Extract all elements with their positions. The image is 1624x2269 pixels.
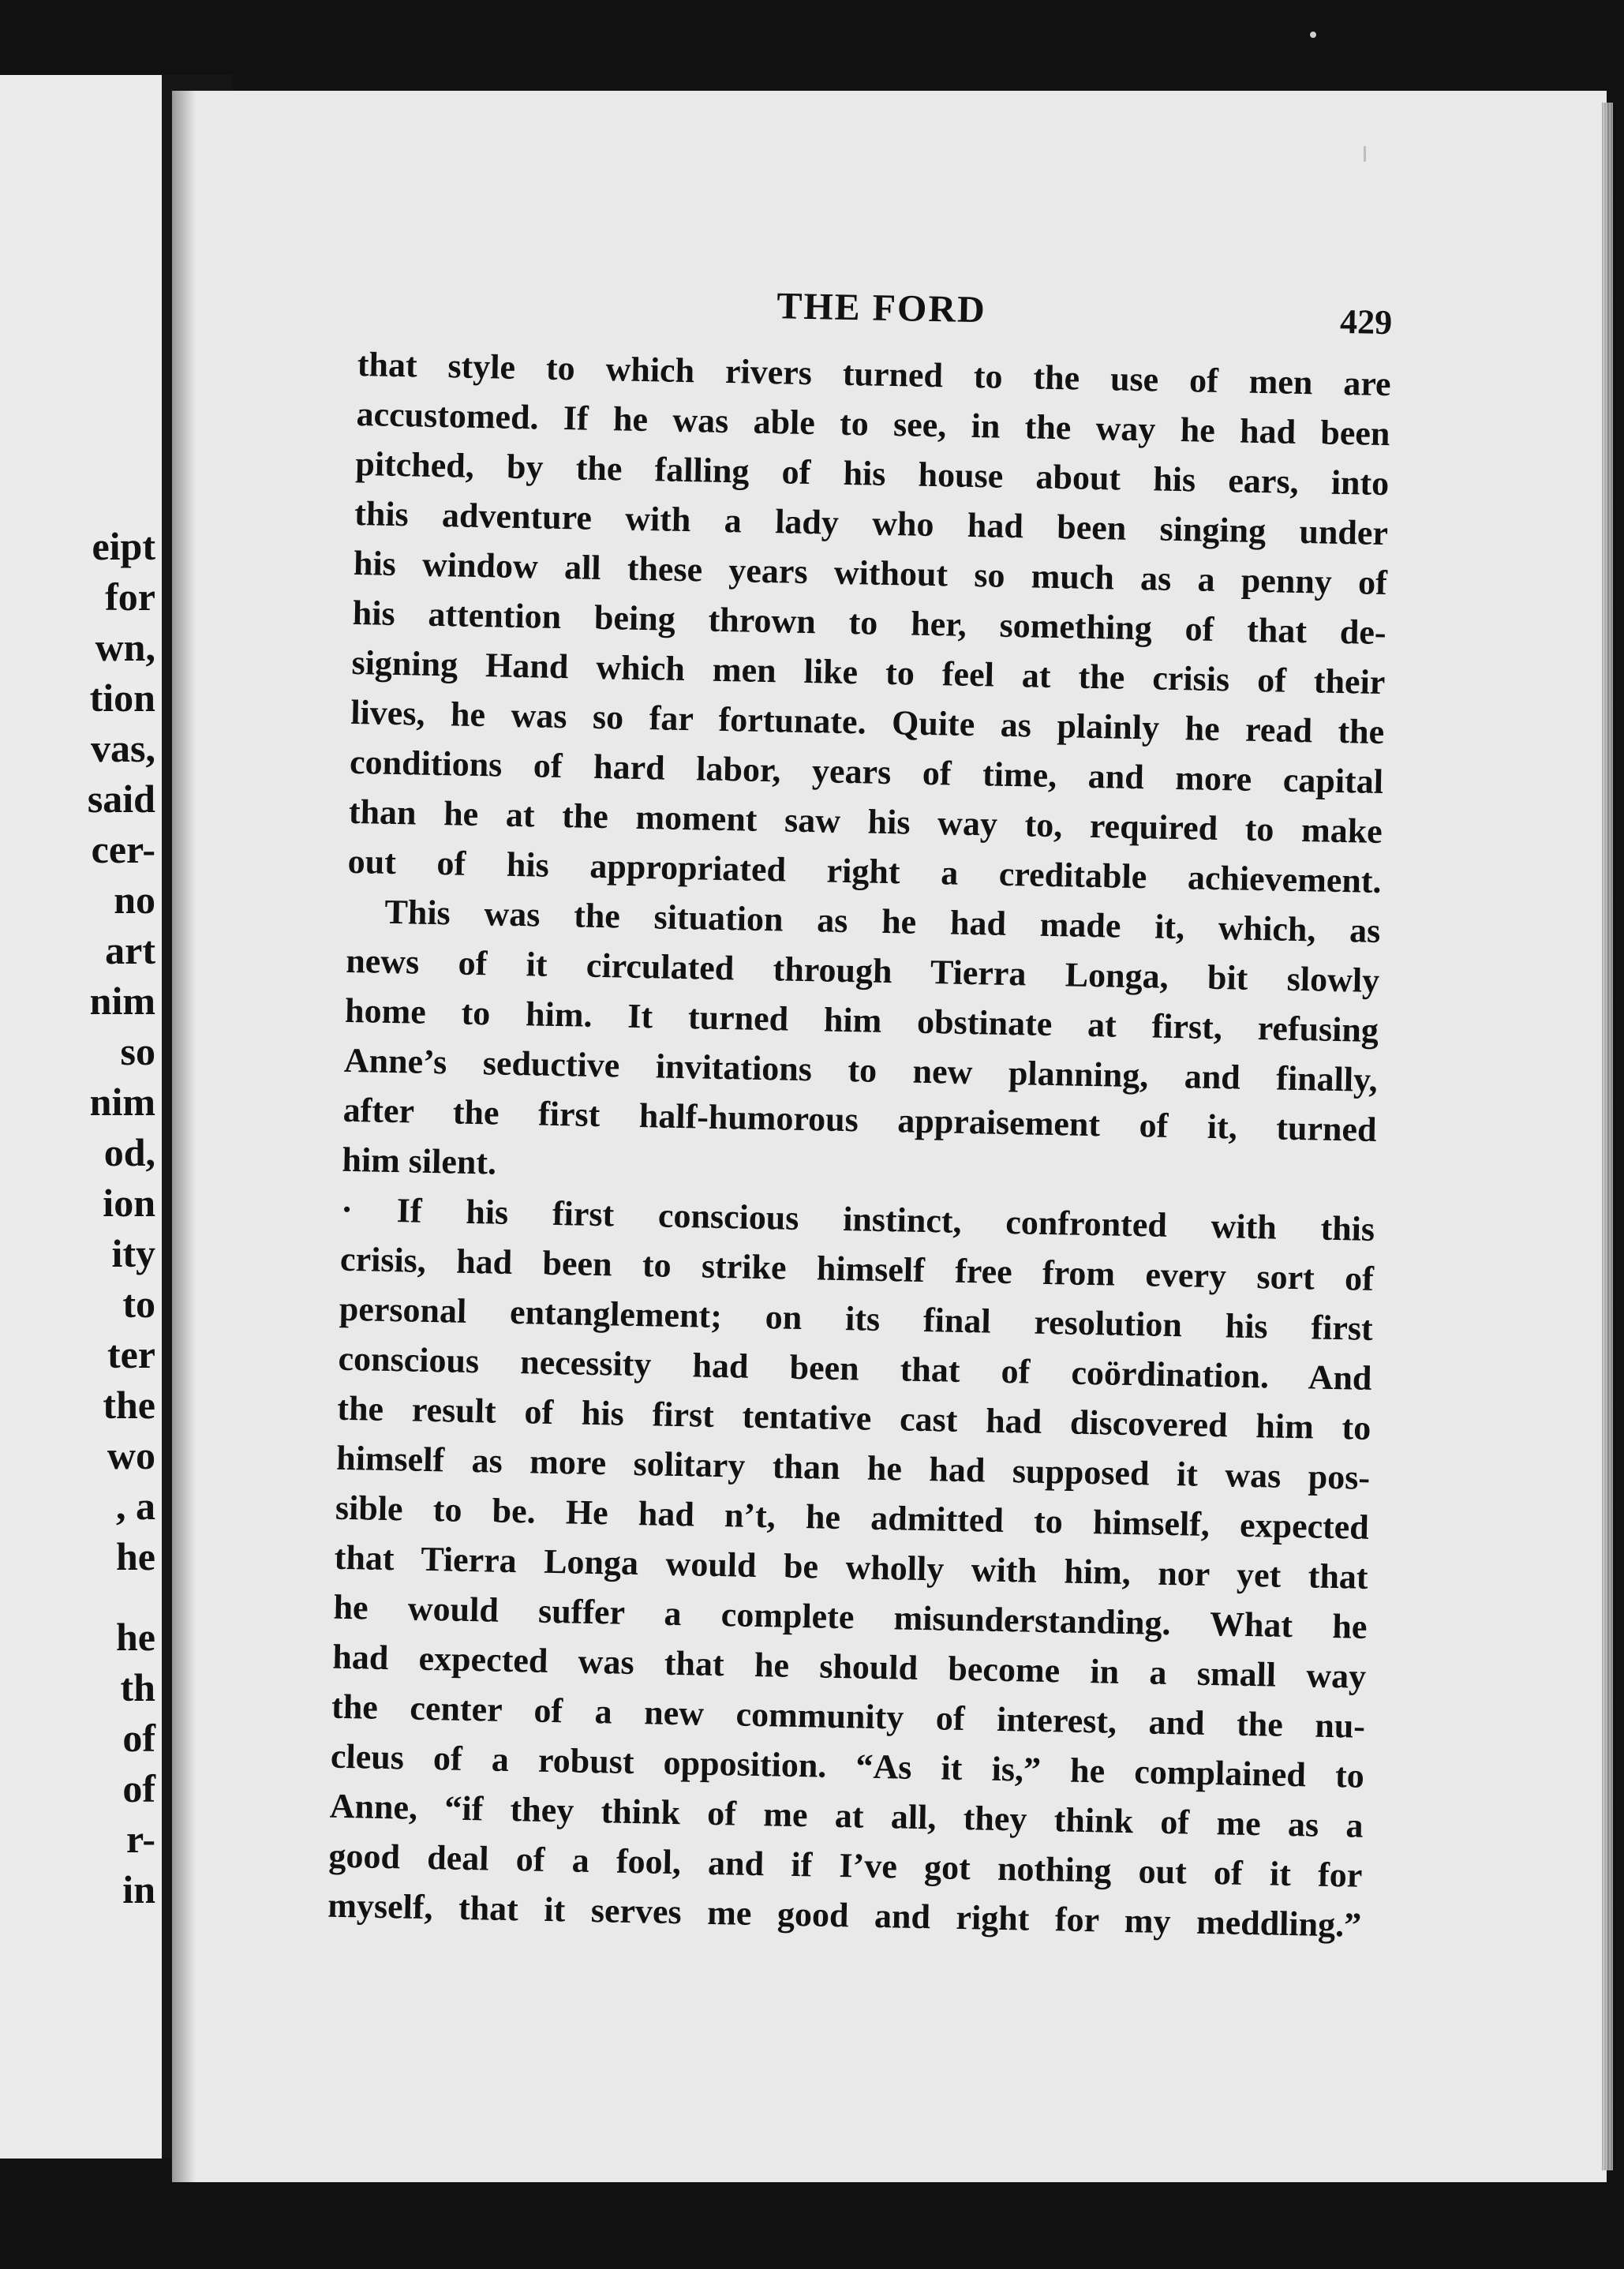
facing-page-fragment-line: for	[105, 575, 155, 619]
text-line: crisis, had been to strike himself free from every sort of	[339, 1239, 1375, 1298]
running-title: THE FORD	[776, 285, 987, 331]
text-line: home to him. It turned him obstinate at first, refusing	[344, 990, 1379, 1050]
facing-page-fragment-line: of	[122, 1716, 155, 1760]
page-binding-shadow	[172, 91, 196, 2182]
text-line: conditions of hard labor, years of time, and more capital	[349, 742, 1384, 802]
text-line: himself as more solitary than he had supposed it was pos-	[335, 1438, 1371, 1497]
text-line: news of it circulated through Tierra Longa, bit slowly	[345, 941, 1380, 1000]
facing-page-fragment-line: ity	[111, 1231, 155, 1275]
text-line: · If his first conscious instinct, confronted with this	[340, 1189, 1375, 1249]
facing-page-fragment-line: wn,	[95, 625, 155, 669]
page-text-block	[327, 276, 1393, 1950]
facing-page-fragment-line: ion	[103, 1181, 155, 1225]
facing-page-fragment-line: he	[116, 1534, 155, 1578]
dust-speck	[1364, 146, 1366, 162]
text-line: conscious necessity had been that of coördination. And	[338, 1339, 1372, 1398]
text-line: sible to be. He had n’t, he admitted to himself, expected	[335, 1488, 1370, 1547]
facing-page-fragment-line: nim	[89, 1080, 155, 1124]
text-line: myself, that it serves me good and right for my meddling.”	[327, 1885, 1362, 1945]
facing-page-fragment-line: th	[120, 1665, 155, 1709]
text-line: good deal of a fool, and if I’ve got nothing out of it for	[328, 1836, 1363, 1895]
text-line: him silent.	[342, 1140, 497, 1182]
facing-page-fragment-line: , a	[116, 1484, 155, 1528]
text-line: Anne’s seductive invitations to new planning, and finally,	[343, 1040, 1379, 1099]
text-line: the center of a new community of interest, and the nu-	[331, 1687, 1366, 1746]
text-line: out of his appropriated right a creditable achievement.	[347, 841, 1382, 901]
dust-speck	[1310, 32, 1316, 38]
text-line: that Tierra Longa would be wholly with him, nor yet that	[334, 1537, 1369, 1597]
text-line: cleus of a robust opposition. “As it is,” he complained to	[330, 1736, 1365, 1795]
text-line: accustomed. If he was able to see, in the way he had been	[356, 394, 1390, 454]
text-line: Anne, “if they think of me at all, they think of me as a	[329, 1786, 1364, 1845]
facing-page-paragraph-gap	[88, 1582, 155, 1612]
text-line: lives, he was so far fortunate. Quite as plainly he read the	[350, 692, 1385, 752]
text-line: This was the situation as he had made it, which, as	[384, 892, 1381, 950]
facing-page-fragment-line: to	[122, 1282, 155, 1326]
facing-page-fragment-line: r-	[126, 1817, 155, 1861]
page-stack-edge	[1602, 103, 1613, 2170]
paragraph	[327, 1185, 1375, 1950]
text-line: signing Hand which men like to feel at the crisis of their	[351, 642, 1386, 702]
facing-page-fragment-line: cer-	[91, 827, 155, 871]
paragraph	[342, 886, 1381, 1204]
text-line: the result of his first tentative cast had discovered him to	[336, 1388, 1371, 1447]
facing-page-fragment-line: vas,	[91, 726, 155, 770]
facing-page-fragment-line: so	[120, 1029, 155, 1073]
paragraph	[347, 339, 1392, 906]
facing-page-fragment-line: the	[103, 1383, 155, 1427]
text-line: he would suffer a complete misunderstanding. What he	[333, 1587, 1368, 1646]
facing-page-text-fragments	[88, 521, 155, 1915]
facing-page-fragment-line: od,	[103, 1130, 155, 1174]
facing-page-fragment-line: ter	[107, 1332, 155, 1376]
text-line: this adventure with a lady who had been singing under	[354, 493, 1389, 553]
facing-page-fragment	[0, 75, 162, 2159]
facing-page-fragment-line: nim	[89, 979, 155, 1023]
facing-page-fragment-line: art	[105, 928, 155, 972]
text-line: had expected was that he should become in a small way	[331, 1637, 1367, 1696]
text-line: his attention being thrown to her, something of that de-	[352, 593, 1387, 653]
text-line: personal entanglement; on its final resolution his first	[339, 1289, 1374, 1348]
facing-page-fragment-line: no	[114, 878, 155, 922]
text-line: than he at the moment saw his way to, required to make	[348, 792, 1383, 852]
text-line: pitched, by the falling of his house about his ears, into	[354, 444, 1390, 504]
page-number: 429	[1339, 301, 1393, 343]
facing-page-fragment-line: of	[122, 1766, 155, 1810]
facing-page-fragment-line: tion	[89, 676, 155, 720]
facing-page-fragment-line: he	[116, 1615, 155, 1659]
facing-page-fragment-line: wo	[107, 1433, 155, 1477]
text-line: after the first half-humorous appraisement of it, turned	[342, 1090, 1377, 1149]
facing-page-fragment-line: eipt	[92, 524, 155, 568]
facing-page-fragment-line: said	[87, 777, 155, 821]
text-line: that style to which rivers turned to the use of men are	[357, 344, 1392, 404]
text-line: his window all these years without so much as a penny of	[353, 543, 1388, 603]
facing-page-fragment-line: in	[122, 1867, 155, 1911]
